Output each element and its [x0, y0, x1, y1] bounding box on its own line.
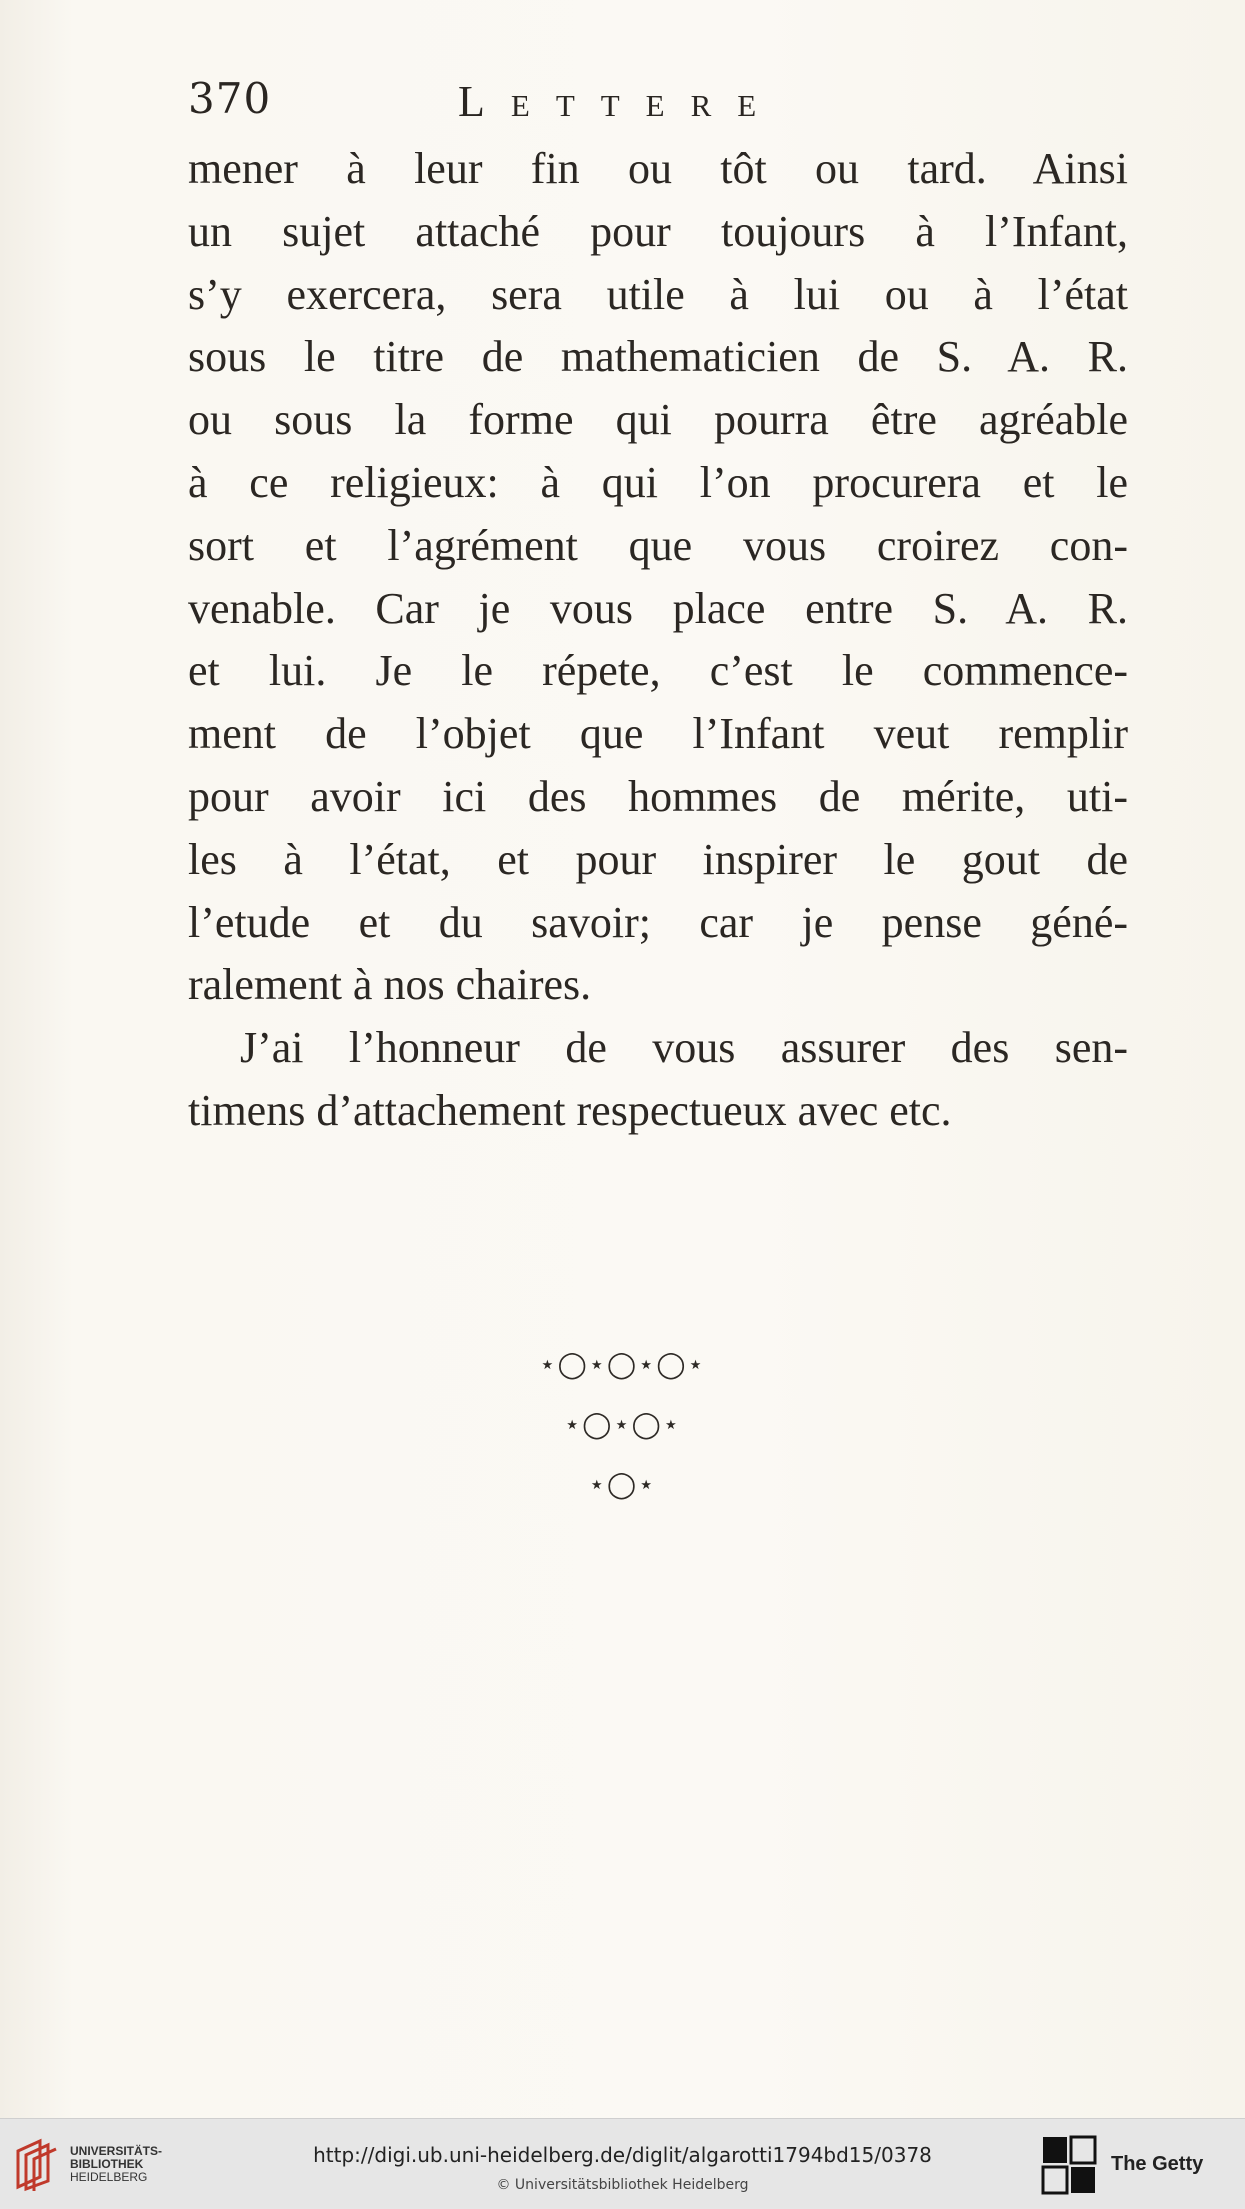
getty-logo-icon [1041, 2135, 1097, 2195]
text-line: l’etude et du savoir; car je pense géné- [188, 897, 1128, 947]
running-title: Lettere [458, 77, 783, 126]
letter-text [188, 138, 1128, 1143]
text-line: les à l’état, et pour inspirer le gout de [188, 834, 1128, 884]
text-line: sous le titre de mathematicien de S. A. R. [188, 332, 1128, 382]
ornament-row: ⋆◯⋆◯⋆ [563, 1410, 682, 1440]
text-line: ment de l’objet que l’Infant veut remplir [188, 709, 1128, 759]
text-line: ralement à nos chaires. [188, 960, 592, 1010]
permalink-url[interactable]: http://digi.ub.uni-heidelberg.de/diglit/algarotti1794bd15/0378 [313, 2143, 932, 2167]
page-header [188, 74, 1128, 134]
text-line: un sujet attaché pour toujours à l’Infant, [188, 206, 1128, 256]
text-line: J’ai l’honneur de vous assurer des sen- [240, 1023, 1128, 1073]
text-line: s’y exercera, sera utile à lui ou à l’état [188, 269, 1128, 319]
library-name-line3: HEIDELBERG [70, 2170, 148, 2184]
copyright-notice: © Universitätsbibliothek Heidelberg [496, 2177, 749, 2193]
text-line: ou sous la forme qui pourra être agréable [188, 395, 1128, 445]
text-line: et lui. Je le répete, c’est le commence- [188, 646, 1128, 696]
getty-label: The Getty [1111, 2153, 1204, 2175]
page-number: 370 [188, 74, 272, 123]
text-line: mener à leur fin ou tôt ou tard. Ainsi [188, 144, 1128, 193]
library-name-line1: UNIVERSITÄTS- [70, 2144, 163, 2158]
text-line: pour avoir ici des hommes de mérite, uti- [188, 771, 1128, 821]
library-name-line2: BIBLIOTHEK [70, 2157, 144, 2171]
text-line: venable. Car je vous place entre S. A. R. [188, 583, 1128, 633]
text-line: à ce religieux: à qui l’on procurera et le [188, 457, 1128, 507]
text-line: timens d’attachement respectueux avec etc. [188, 1085, 952, 1135]
viewer-footer [0, 2118, 1245, 2209]
text-line: sort et l’agrément que vous croirez con- [188, 520, 1128, 570]
ornament-row: ⋆◯⋆◯⋆◯⋆ [539, 1350, 706, 1380]
getty-logo[interactable] [1041, 2135, 1231, 2195]
ornament-row: ⋆◯⋆ [588, 1470, 657, 1500]
